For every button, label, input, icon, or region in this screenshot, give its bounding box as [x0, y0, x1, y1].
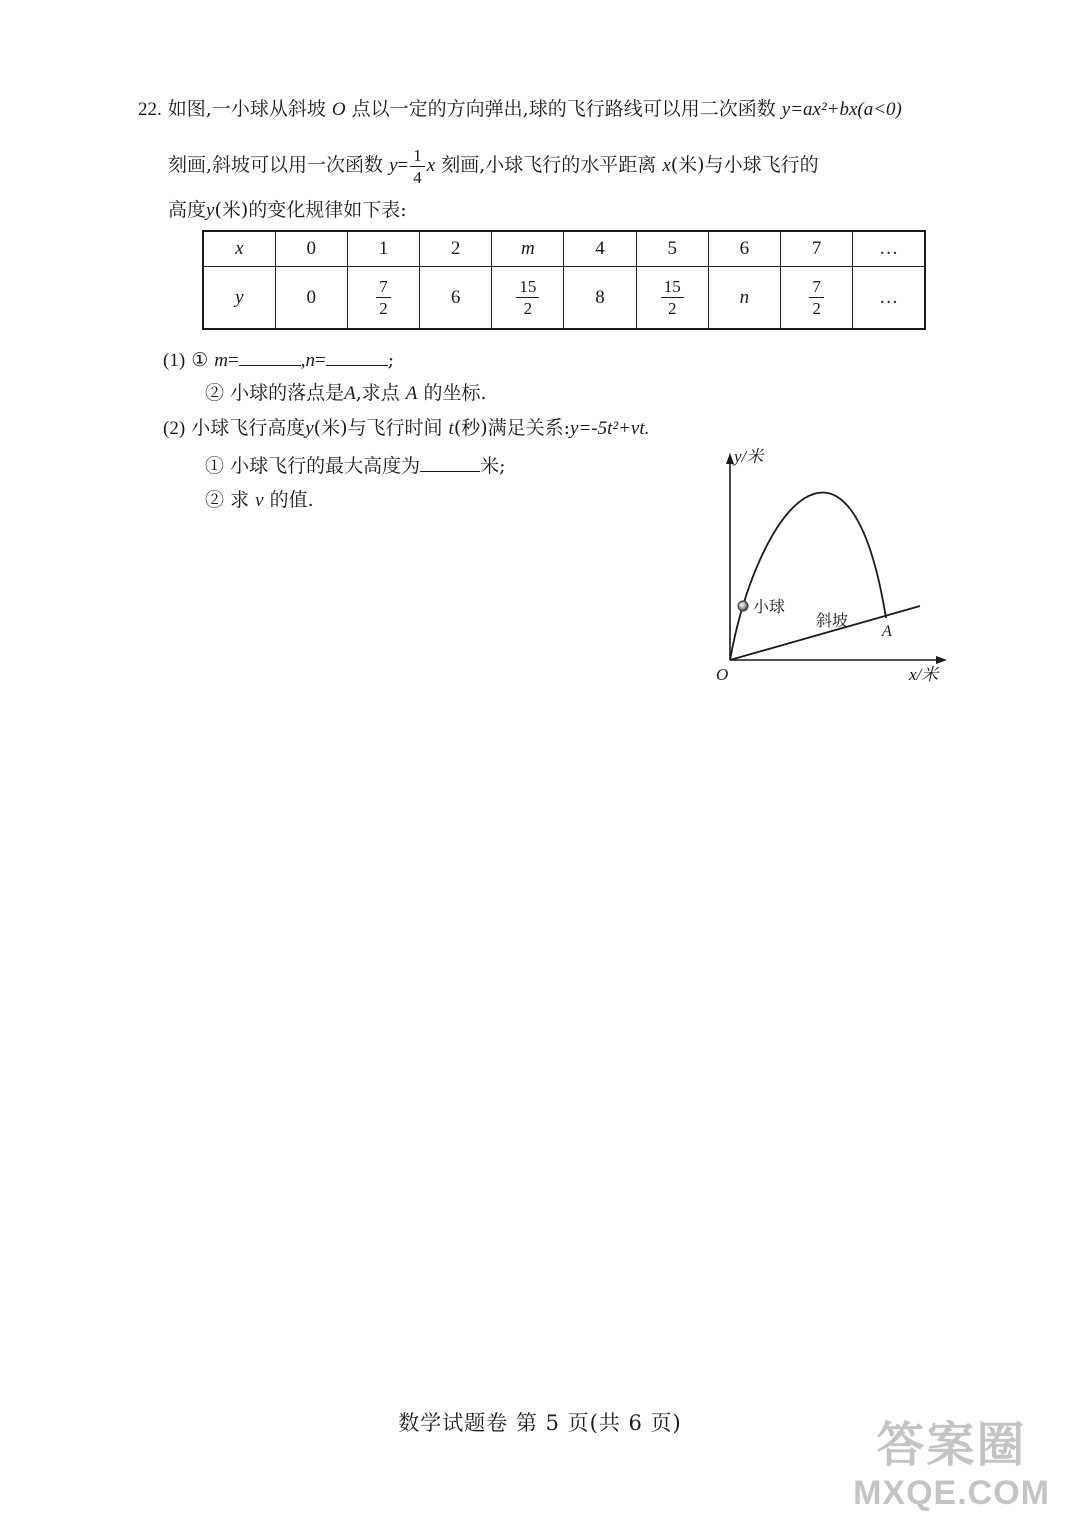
problem-number: 22.	[138, 99, 162, 120]
equals-sign: =	[228, 350, 239, 371]
q2-text-a: 小球飞行高度	[191, 417, 306, 439]
table-cell-fraction	[492, 267, 564, 330]
trajectory-figure	[700, 448, 960, 693]
q1-1	[163, 347, 394, 373]
answer-blank-n[interactable]	[326, 347, 388, 366]
var-n: n	[305, 350, 315, 371]
table-cell-fraction	[636, 267, 708, 330]
distance-var: x	[662, 155, 671, 176]
q2-2-text-b: 的值.	[269, 489, 314, 511]
problem-text-2c: (米)与小球飞行的	[670, 154, 819, 176]
table-cell: 8	[564, 267, 636, 330]
comma: ,	[300, 350, 306, 371]
equals-sign: =	[315, 350, 326, 371]
table-cell-ellipsis: …	[853, 267, 925, 330]
quadratic-formula: y=ax²+bx(a<0)	[781, 99, 902, 120]
q2-text-b: (米)与飞行时间	[313, 417, 443, 439]
point-a-label: A	[882, 623, 892, 640]
value-table	[202, 230, 926, 330]
point-a: A	[344, 383, 356, 404]
linear-y: y	[389, 155, 398, 176]
problem-text-3a: 高度	[168, 199, 207, 221]
table-cell: 0	[275, 231, 347, 267]
answer-blank-height[interactable]	[420, 453, 480, 472]
circle-one-mark: ①	[191, 349, 209, 371]
table-cell-ellipsis: …	[853, 231, 925, 267]
q2-2-text-a: 求	[230, 489, 250, 511]
q1-2-text-a: 小球的落点是	[230, 382, 345, 404]
watermark-line-1: 答案圈	[876, 1417, 1027, 1473]
problem-line-2	[168, 145, 819, 186]
q2-1-text-a: 小球飞行的最大高度为	[230, 455, 421, 477]
table-header-x: x	[203, 231, 275, 267]
x-axis-arrow-icon	[936, 656, 947, 664]
fraction-numerator: 15	[516, 278, 539, 298]
q2	[163, 416, 649, 441]
q1-2	[205, 381, 486, 406]
table-cell: 4	[564, 231, 636, 267]
page-footer: 数学试题卷 第 5 页(共 6 页)	[398, 1411, 682, 1435]
y-axis-arrow-icon	[726, 453, 734, 464]
table-header-y: y	[203, 267, 275, 330]
q2-1	[205, 453, 505, 478]
point-o-label: O	[331, 99, 346, 120]
fraction-numerator: 7	[809, 278, 824, 298]
var-t: t	[448, 418, 454, 439]
table-cell: 6	[420, 267, 492, 330]
q1-label: (1)	[163, 350, 186, 371]
linear-eq: =	[397, 155, 409, 176]
table-cell-m: m	[492, 231, 564, 267]
var-y: y	[305, 418, 314, 439]
point-a: A	[405, 383, 418, 404]
watermark-logo	[853, 1417, 1050, 1513]
circle-one-mark: ①	[205, 455, 225, 477]
table-cell: 7	[781, 231, 853, 267]
x-axis-label: x/米	[909, 665, 939, 684]
q2-2	[205, 488, 314, 513]
q2-1-text-b: 米;	[480, 455, 506, 477]
table-cell-fraction	[781, 267, 853, 330]
linear-fraction	[410, 147, 425, 186]
slope-label: 斜坡	[816, 611, 849, 630]
fraction-numerator: 15	[661, 278, 684, 298]
q1-2-text-b: ,求点	[355, 382, 400, 404]
problem-line-1	[138, 97, 902, 122]
q2-text-c: (秒)满足关系:	[453, 417, 571, 439]
circle-two-mark: ②	[205, 382, 225, 404]
y-axis-label: y/米	[734, 448, 764, 466]
table-cell-fraction	[347, 267, 419, 330]
q2-label: (2)	[163, 418, 186, 439]
fraction-numerator: 1	[410, 147, 425, 167]
fraction-denominator: 2	[667, 299, 677, 318]
table-cell: 1	[347, 231, 419, 267]
circle-two-mark: ②	[205, 489, 225, 511]
table-row-y	[203, 267, 925, 330]
fraction-denominator: 4	[413, 167, 422, 187]
height-var: y	[206, 200, 215, 221]
problem-text-3b: (米)的变化规律如下表:	[214, 199, 407, 221]
watermark-line-2: MXQE.COM	[853, 1474, 1050, 1512]
answer-blank-m[interactable]	[239, 347, 301, 366]
time-formula: y=-5t²+vt.	[570, 418, 650, 439]
table-cell: 0	[275, 267, 347, 330]
linear-x: x	[426, 155, 436, 176]
q1-2-text-c: 的坐标.	[423, 382, 487, 404]
table-cell: 5	[636, 231, 708, 267]
table-cell: 6	[708, 231, 780, 267]
problem-text-1a: 如图,一小球从斜坡	[167, 98, 326, 120]
fraction-numerator: 7	[376, 278, 391, 298]
problem-line-3	[168, 198, 407, 223]
semicolon: ;	[387, 349, 395, 371]
fraction-denominator: 2	[812, 299, 821, 318]
table-cell-n: n	[708, 267, 780, 330]
table-cell: 2	[420, 231, 492, 267]
problem-text-2a: 刻画,斜坡可以用一次函数	[168, 154, 384, 176]
table-row-x	[203, 231, 925, 267]
var-v: v	[255, 490, 264, 511]
fraction-denominator: 2	[523, 299, 533, 318]
ball-label: 小球	[753, 597, 786, 616]
fraction-denominator: 2	[379, 299, 388, 318]
ball-trajectory	[730, 493, 886, 660]
problem-text-1b: 点以一定的方向弹出,球的飞行路线可以用二次函数	[351, 98, 776, 120]
problem-text-2b: 刻画,小球飞行的水平距离	[441, 154, 657, 176]
origin-label: O	[716, 665, 729, 684]
ball-icon	[738, 601, 748, 611]
var-m: m	[214, 350, 229, 371]
